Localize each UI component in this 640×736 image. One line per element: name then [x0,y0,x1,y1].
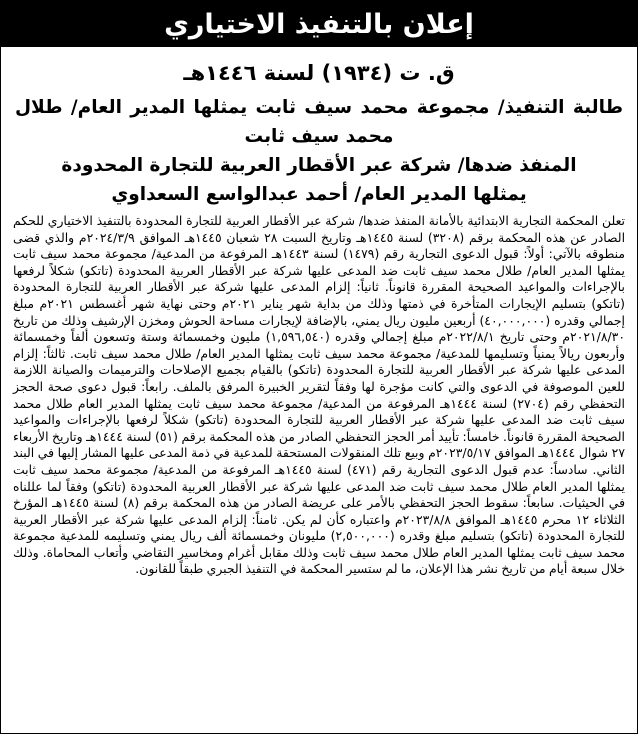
notice-headings [1,47,637,209]
party-applicant: طالبة التنفيذ/ مجموعة محمد سيف ثابت يمثلها المدير العام/ طلال محمد سيف ثابت [15,97,623,147]
case-number: ق. ت (١٩٣٤) لسنة ١٤٤٦هـ [183,61,455,85]
party-respondent-representative: يمثلها المدير العام/ أحمد عبدالواسع السعداوي [111,184,527,205]
notice-title: إعلان بالتنفيذ الاختياري [164,8,474,40]
notice-title-bar [1,1,637,47]
parties-block [15,93,623,209]
notice-body: تعلن المحكمة التجارية الابتدائية بالأمانة المنفذ ضدها/ شركة عبر الأقطار العربية للتجارة المحدودة بالتنفيذ الاختياري للحكم الصادر عن هذه المحكمة برقم (٣٢٠٨) لسنة ١٤٤٥هـ وتاريخ السبت ٢٨ شعبان ١٤٤٥هـ الموافق ٢٠٢٤/٣/٩م والذي قضى منطوقه بالآتي: أولاً: قبول الدعوى التجارية رقم (١٤٧٩) لسنة ١٤٤٣هـ المرفوعة من المدعية/ مجموعة محمد سيف ثابت يمثلها المدير العام/ طلال محمد سيف ثابت ضد المدعى عليها شركة عبر الأقطار العربية المحدودة (تاتكو) شكلاً لرفعها بالإجراءات والمواعيد الصحيحة المقررة قانوناً. ثانياً: إلزام المدعى عليها شركة عبر الأقطار العربية للتجارة المحدودة (تاتكو) بتسليم الإيجارات المتأخرة في ذمتها وذلك من بداية شهر يناير ٢٠٢١م وحتى نهاية شهر أغسطس ٢٠٢١م مبلغ إجمالي وقدره (٤٠,٠٠٠,٠٠٠) أربعين مليون ريال يمني، بالإضافة لإيجارات مساحة الحوش ومخزن الإرشيف وذلك من تاريخ ٢٠٢١/٨/٣٠م وحتى تاريخ ٢٠٢٢/٨/١م مبلغ إجمالي وقدره (١,٥٩٦,٥٤٠) مليون وخمسمائة وستة وتسعون ألفاً وخمسمائة وأربعون ريالاً يمنياً وتسليمها للمدعية/ مجموعة محمد سيف ثابت يمثلها المدير العام/ طلال محمد سيف ثابت. ثالثاً: إلزام المدعى عليها شركة عبر الأقطار العربية للتجارة المحدودة (تاتكو) بالقيام بجميع الإصلاحات والترميمات والصيانة اللازمة للعين الموصوفة في الدعوى والتي كانت مؤجرة لها وفقاً لتقرير الخبيرة المرفق بالملف. رابعاً: قبول دعوى صحة الحجز التحفظي رقم (٢٧٠٤) لسنة ١٤٤٤هـ المرفوعة من المدعية/ مجموعة محمد سيف ثابت يمثلها المدير العام طلال محمد سيف ثابت ضد المدعى عليها شركة عبر الأقطار العربية للتجارة المحدودة (تاتكو) شكلاً لرفعها بالإجراءات والمواعيد الصحيحة المقررة قانوناً. خامساً: تأييد أمر الحجز التحفظي الصادر من هذه المحكمة برقم (٥١) لسنة ١٤٤٤هـ وتاريخ الأربعاء ٢٧ شوال ١٤٤٤هـ الموافق ٢٠٢٣/٥/١٧م وبيع تلك المنقولات المستحقة للمدعية في ذمة المدعى عليها المشار إليها في البند الثاني. سادساً: عدم قبول الدعوى التجارية رقم (٤٧١) لسنة ١٤٤٥هـ المرفوعة من المدعية/ مجموعة محمد سيف ثابت يمثلها المدير العام طلال محمد سيف ثابت ضد المدعى عليها شركة عبر الأقطار العربية المحدودة (تاتكو) وفقاً لما عللناه في الحيثيات. سابعاً: سقوط الحجز التحفظي بالأمر على عريضة الصادر من هذه المحكمة برقم (٨) لسنة ١٤٤٥هـ المؤرخ الثلاثاء ١٢ محرم ١٤٤٥هـ الموافق ٢٠٢٣/٨/٨م واعتباره كأن لم يكن. ثامناً: إلزام المدعى عليها شركة عبر الأقطار العربية للتجارة المحدودة (تاتكو) بتسليم مبلغ وقدره (٢,٥٠٠,٠٠٠) مليونان وخمسمائة ألف ريال يمني وتسليمه للمدعية مجموعة محمد سيف ثابت يمثلها المدير العام طلال محمد سيف ثابت وذلك مقابل أغرام ومخاسير التقاضي وأتعاب المحاماة. وذلك خلال سبعة أيام من تاريخ نشر هذا الإعلان، ما لم ستسير المحكمة في التنفيذ الجبري طبقاً للقانون. [13,213,626,577]
party-respondent: المنفذ ضدها/ شركة عبر الأقطار العربية للتجارة المحدودة [61,155,577,176]
